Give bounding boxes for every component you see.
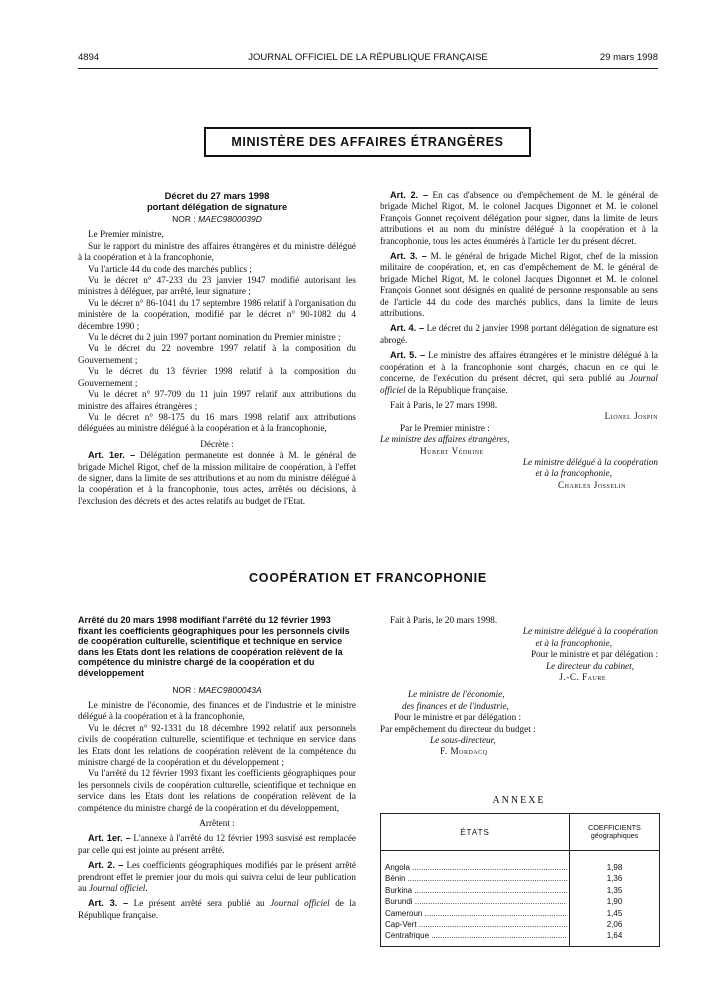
minister-coop-name: Charles Josselin xyxy=(557,479,626,490)
decret-preamble-8: Vu le décret n° 97-709 du 11 juin 1997 relatif aux attributions du ministre des affaires étrangères ; xyxy=(78,389,356,411)
decret-fait: Fait à Paris, le 27 mars 1998. xyxy=(390,399,498,410)
table-row xyxy=(381,908,659,919)
decret-preamble-6: Vu le décret du 22 novembre 1997 relatif à la composition du Gouvernement ; xyxy=(78,343,356,365)
arrete-preamble-2: Vu l'arrêté du 12 février 1993 fixant les coefficients géographiques pour les personnels civils de coopération culturelle, scientifique et technique en service dans les Etats dont les relations de coopération relèvent de la compétence du ministre chargé de la coopération et du développement, xyxy=(78,768,356,813)
sig1-role: Le directeur du cabinet, xyxy=(546,660,634,671)
table-row xyxy=(381,862,659,873)
coefficient-cell: 2,06 xyxy=(606,919,623,929)
decret-preamble-4: Vu le décret n° 86-1041 du 17 septembre 1986 relatif à l'organisation du ministère de la coopération, modifié par le décret n° 90-1082 du 4 décembre 1990 ; xyxy=(78,297,356,331)
arrete-article-1: Art. 1er. – L'annexe à l'arrêté du 12 février 1993 susvisé est remplacée par celle qui est jointe au présent arrêté. xyxy=(78,833,356,855)
par-pm: Par le Premier ministre : xyxy=(400,422,490,433)
table-row xyxy=(381,896,659,907)
sig2-pour: Pour le ministre et par délégation : xyxy=(394,712,522,723)
table-row xyxy=(381,930,659,941)
decret-preamble-7: Vu le décret du 13 février 1998 relatif à la composition du Gouvernement ; xyxy=(78,366,356,388)
coefficient-cell: 1,36 xyxy=(606,874,623,884)
header-rule xyxy=(78,68,658,69)
column-header-etats: ÉTATS xyxy=(381,814,570,850)
signatory-pm: Lionel Jospin xyxy=(604,411,658,422)
decret-title-line2: portant délégation de signature xyxy=(146,201,288,212)
sig1-title1: Le ministre délégué à la coopération xyxy=(522,626,658,637)
sig1-title2: et à la francophonie, xyxy=(535,637,612,648)
decret-article-1: Art. 1er. – Délégation permanente est donnée à M. le général de brigade Michel Rigot, chef de la mission militaire de coopération, à l'effet de signer, dans la limite de ses attributions et au nom du ministre délégué à la coopération et à la francophonie, tous actes, arrêtés ou décisions, à l'exclusion des décrets et des actes relatifs au budget de l'Etat. xyxy=(78,450,356,506)
sig2-role: Le sous-directeur, xyxy=(430,735,496,746)
sig1-name: J.-C. Faure xyxy=(559,672,606,683)
minister-coop-title1: Le ministre délégué à la coopération xyxy=(522,456,658,467)
minister-ae-name: Hubert Védrine xyxy=(420,445,484,456)
decret-preamble-2: Vu l'article 44 du code des marchés publics ; xyxy=(88,263,252,274)
running-header xyxy=(78,52,658,66)
annexe-table xyxy=(380,813,660,947)
sig2-emp: Par empêchement du directeur du budget : xyxy=(380,723,536,734)
table-row xyxy=(381,919,659,930)
section-heading: COOPÉRATION ET FRANCOPHONIE xyxy=(248,571,488,585)
sig2-title2: des finances et de l'industrie, xyxy=(402,700,509,711)
etat-cell: Burkina ..... xyxy=(385,885,567,896)
arrete-preamble-1: Vu le décret n° 92-1331 du 18 décembre 1992 relatif aux personnels civils de coopération culturelle, scientifique et technique en service dans les Etats dont les relations de coopération relèvent de la compétence du ministre chargé de la coopération et du développement ; xyxy=(78,722,356,767)
etat-cell: Burundi ..... xyxy=(385,896,567,907)
sig2-title1: Le ministre de l'économie, xyxy=(408,689,505,700)
table-body xyxy=(381,862,659,942)
decret-preamble-3: Vu le décret n° 47-233 du 23 janvier 1947 modifié autorisant les ministres à déléguer, par arrêté, leur signature ; xyxy=(78,275,356,297)
page-number: 4894 xyxy=(78,52,100,63)
annexe-title: ANNEXE xyxy=(492,795,546,806)
coefficient-cell: 1,64 xyxy=(606,931,623,941)
table-row xyxy=(381,873,659,884)
etat-cell: Cameroun ..... xyxy=(385,908,567,919)
column-header-coefficients: COEFFICIENTS géographiques xyxy=(588,822,641,840)
decret-preamble-0: Le Premier ministre, xyxy=(88,229,164,240)
etat-cell: Cap-Vert ..... xyxy=(385,919,567,930)
decret-article-5: Art. 5. – Le ministre des affaires étrangères et le ministre délégué à la coopération et à la francophonie sont chargés, chacun en ce qui le concerne, de l'exécution du présent décret, qui sera publié au Journal officiel de la République française. xyxy=(380,350,659,395)
arrete-arretent: Arrêtent : xyxy=(199,818,235,829)
coefficient-cell: 1,45 xyxy=(606,908,623,918)
issue-date: 29 mars 1998 xyxy=(599,52,658,63)
decret-preamble-9: Vu le décret n° 98-175 du 16 mars 1998 relatif aux attributions déléguées au ministre délégué à la coopération et à la francophonie, xyxy=(78,411,356,434)
table-row xyxy=(381,885,659,896)
decret-left-column xyxy=(78,190,356,507)
decret-article-3: Art. 3. – M. le général de brigade Michel Rigot, chef de la mission militaire de coopération, et, en cas d'empêchement de M. le général de brigade Michel Rigot, M. le colonel Jacques Digonnet et M. le colonel François Gonnet sont désignés en qualité de personne responsable au sens de l'article 44 du code des marchés publics, dans la limite de leurs attributions. xyxy=(380,251,658,319)
decret-decrete: Décrète : xyxy=(200,438,234,449)
decret-preamble-1: Sur le rapport du ministre des affaires étrangères et du ministre délégué à la coopération et à la francophonie, xyxy=(78,240,356,263)
minister-coop-title2: et à la francophonie, xyxy=(535,468,612,479)
decret-article-4: Art. 4. – Le décret du 2 janvier 1998 portant délégation de signature est abrogé. xyxy=(380,323,659,345)
coefficient-cell: 1,35 xyxy=(606,885,623,895)
minister-ae-title: Le ministre des affaires étrangères, xyxy=(380,434,510,445)
arrete-right-column xyxy=(380,615,658,758)
arrete-article-3: Art. 3. – Le présent arrêté sera publié au Journal officiel de la République française. xyxy=(78,898,356,920)
decret-article-2: Art. 2. – En cas d'absence ou d'empêchement de M. le général de brigade Michel Rigot, M. le colonel Jacques Digonnet et M. le colonel François Gonnet reçoivent délégation pour signer, dans la limite de leurs attributions et au nom du ministre délégué à la coopération et à la francophonie, tous les actes énumérés à l'article 1er du présent décret. xyxy=(380,190,659,246)
decret-right-column xyxy=(380,190,658,491)
coefficient-cell: 1,90 xyxy=(606,897,623,907)
decret-preamble-5: Vu le décret du 2 juin 1997 portant nomination du Premier ministre ; xyxy=(88,332,341,343)
ministry-heading: MINISTÈRE DES AFFAIRES ÉTRANGÈRES xyxy=(204,127,531,157)
sig1-pour: Pour le ministre et par délégation : xyxy=(530,649,658,660)
arrete-fait: Fait à Paris, le 20 mars 1998. xyxy=(390,615,498,625)
table-header xyxy=(381,814,659,851)
etat-cell: Angola ..... xyxy=(385,862,567,873)
coefficient-cell: 1,98 xyxy=(606,863,623,872)
sig2-name: F. Mordacq xyxy=(440,746,488,757)
arrete-left-column xyxy=(78,615,356,921)
arrete-title: Arrêté du 20 mars 1998 modifiant l'arrêté du 12 février 1993 fixant les coefficients géographiques pour les personnels civils de coopération culturelle, scientifique et technique en service dans les Etats dont les relations de coopération relèvent de la compétence du ministre chargé de la coopération et du développement xyxy=(78,615,350,678)
arrete-article-2: Art. 2. – Les coefficients géographiques modifiés par le présent arrêté prendront effet le premier jour du mois qui suivra celui de leur publication au Journal officiel. xyxy=(78,860,356,894)
journal-title: JOURNAL OFFICIEL DE LA RÉPUBLIQUE FRANÇAISE xyxy=(248,52,488,63)
etat-cell: Bénin ..... xyxy=(385,873,567,884)
decret-nor: NOR : MAEC9800039D xyxy=(172,214,262,224)
arrete-preamble-0: Le ministre de l'économie, des finances et de l'industrie et le ministre délégué à la coopération et à la francophonie, xyxy=(78,699,356,722)
etat-cell: Centrafrique ..... xyxy=(385,930,567,941)
decret-title-line1: Décret du 27 mars 1998 xyxy=(164,190,270,201)
arrete-nor: NOR : MAEC9800043A xyxy=(172,684,262,695)
